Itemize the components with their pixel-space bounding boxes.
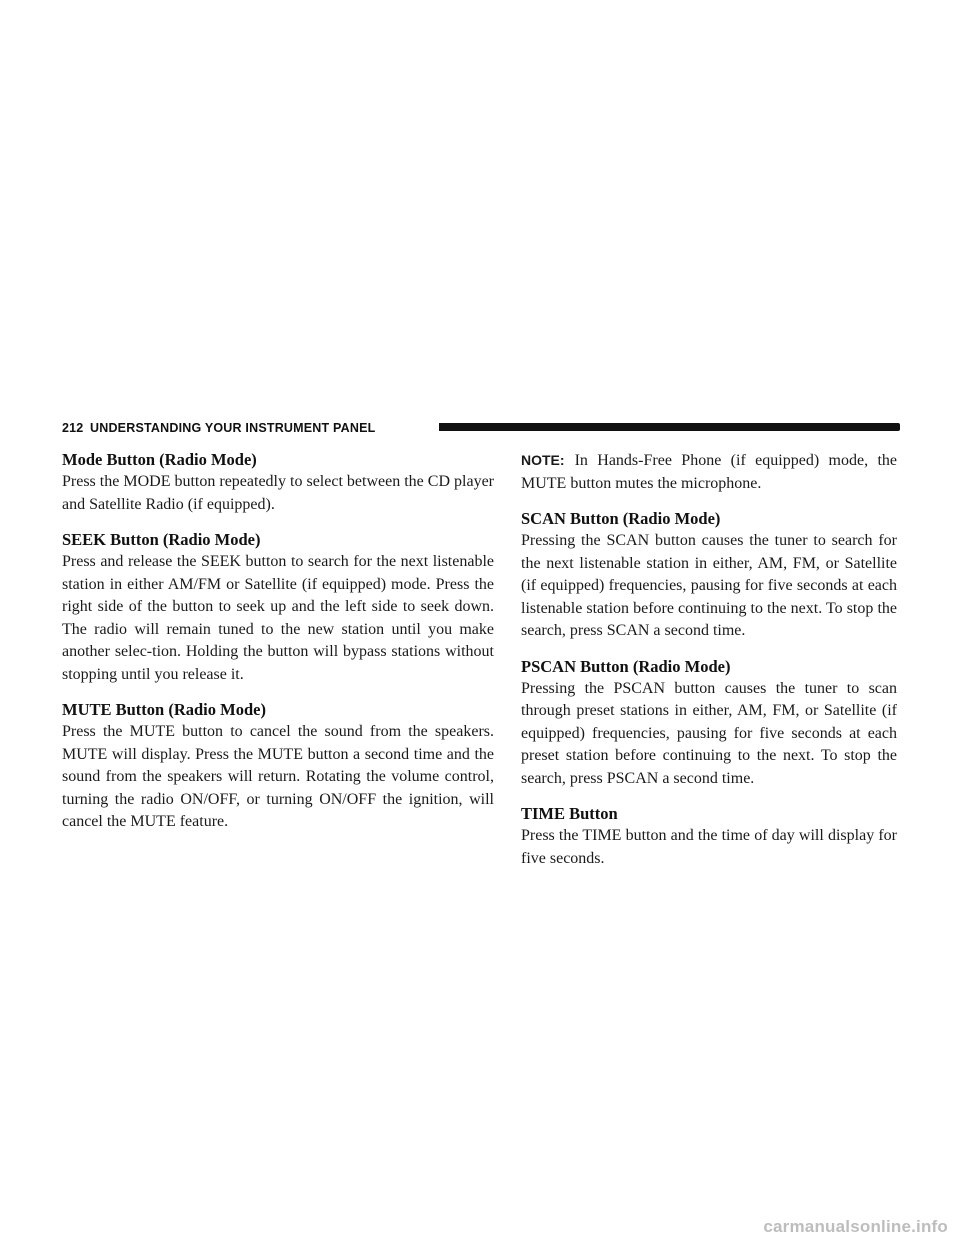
note-label: NOTE:: [521, 452, 565, 468]
watermark: carmanualsonline.info: [763, 1217, 948, 1236]
section-heading: SCAN Button (Radio Mode): [521, 509, 721, 528]
section-seek-button: [62, 529, 494, 686]
note-body: In Hands-Free Phone (if equipped) mode, the MUTE button mutes the microphone.: [521, 452, 897, 492]
section-heading: TIME Button: [521, 804, 618, 823]
section-mute-button: [62, 699, 494, 834]
page-header: [62, 420, 900, 436]
section-heading: PSCAN Button (Radio Mode): [521, 656, 731, 676]
left-column: [62, 449, 494, 847]
section-heading: SEEK Button (Radio Mode): [62, 530, 261, 549]
page-number: 212: [62, 421, 84, 435]
header-rule: [439, 423, 900, 431]
right-column: [521, 449, 897, 883]
section-pscan-button: [521, 656, 897, 791]
section-body: Pressing the PSCAN button causes the tuner to scan through preset stations in either, AM, FM, or Satellite (if equipped) frequencies, pausing for five seconds at each preset station before continuing to the next. To stop the search, press PSCAN a second time.: [521, 679, 897, 787]
section-body: Press and release the SEEK button to search for the next listenable station in either AM/FM or Satellite (if equipped) mode. Press the right side of the button to seek up and the left side to seek down. The radio will remain tuned to the new station until you make another selec-tion. Holding the button will bypass stations without stopping until you release it.: [62, 553, 494, 683]
note-paragraph: [521, 449, 897, 495]
section-heading: MUTE Button (Radio Mode): [62, 700, 266, 719]
section-body: Press the MUTE button to cancel the sound from the speakers. MUTE will display. Press the MUTE button a second time and the sound from the speakers will return. Rotating the volume control, turning the radio ON/OFF, or turning ON/OFF the ignition, will cancel the MUTE feature.: [62, 723, 494, 830]
section-body: Press the TIME button and the time of day will display for five seconds.: [521, 827, 897, 867]
section-body: Pressing the SCAN button causes the tuner to search for the next listenable station in either, AM, FM, or Satellite (if equipped) frequencies, pausing for five seconds at each listenable station before continuing to the next. To stop the search, press SCAN a second time.: [521, 532, 897, 639]
section-body: Press the MODE button repeatedly to select between the CD player and Satellite Radio (if equipped).: [62, 473, 494, 513]
section-scan-button: [521, 508, 897, 643]
note-block: [521, 449, 897, 495]
section-heading: Mode Button (Radio Mode): [62, 450, 257, 469]
section-title: UNDERSTANDING YOUR INSTRUMENT PANEL: [90, 421, 376, 435]
section-time-button: [521, 803, 897, 870]
section-mode-button: [62, 449, 494, 516]
